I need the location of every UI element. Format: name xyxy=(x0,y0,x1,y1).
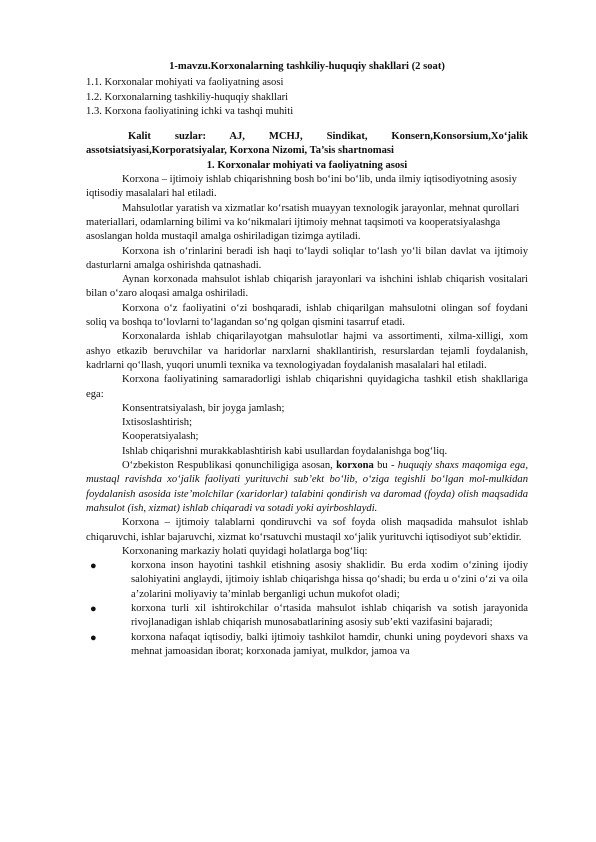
list-item: Kooperatsiyalash; xyxy=(122,431,199,443)
bullet-dot-icon: ● xyxy=(90,560,97,573)
paragraph: Aynan korxonada mahsulot ishlab chiqarish jarayonlari va ishchini ishlab chiqarish vositalari bilan o‘zaro aloqasi amalga oshiriladi. xyxy=(86,274,528,300)
paragraph: Korxona faoliyatining samaradorligi ishlab chiqarishni quyidagicha tashkil etish shakllariga ega: xyxy=(86,374,528,400)
bullet-text: korxona inson hayotini tashkil etishning asosiy shaklidir. Bu erda xodim o‘zining ijodiy salohiyatini anglaydi, ijtimoiy ishlab chiqarishga hissa qo‘shadi; bu erda u o‘zini o‘zi va oila a’zolarini moliyaviy ta’minlab berganligi uchun mukofot oladi; xyxy=(131,560,528,600)
bullet-dot-icon: ● xyxy=(90,631,97,644)
paragraph: Korxona o‘z faoliyatini o‘zi boshqaradi, ishlab chiqarilgan mahsulotni olingan sof foydani soliq va boshqa to‘lovlarni to‘lagandan so‘ng qolgan qismini tasarruf etadi. xyxy=(86,302,528,329)
law-dash: bu - xyxy=(373,460,398,472)
bullet-text: korxona nafaqat iqtisodiy, balki ijtimoiy tashkilot hamdir, chunki uning poydevori shaxs va mehnat jamoasidan iborat; korxonada jamiyat, mulkdor, jamoa va xyxy=(131,631,528,657)
outline-item: 1.2. Korxonalarning tashkiliy-huquqiy shakllari xyxy=(86,91,289,103)
paragraph: Korxona – ijtimoiy talablarni qondiruvchi va sof foyda olish maqsadida mahsulot ishlab chiqaruvchi, ishlar bajaruvchi, xizmat ko‘rsatuvchi mustaqil xo‘jalik yurituvchi iqtisodiyot sub’ektidir. xyxy=(86,517,528,543)
spacer xyxy=(86,119,528,130)
bullet-item xyxy=(86,602,528,631)
page-title: 1-mavzu.Korxonalarning tashkiliy-huquqiy shakllari (2 soat) xyxy=(169,61,445,72)
list-item: Ishlab chiqarishni murakkablashtirish kabi usullardan foydalanishga bog‘liq. xyxy=(122,445,448,457)
paragraph: Korxonalarda ishlab chiqarilayotgan mahsulotlar hajmi va assortimenti, xilma-xilligi, xom ashyo etkazib beruvchilar va haridorlar narxlarni shakllantirish, resurslardan tejamli foydalanish, kadrlarni qo‘llash, yuqori unumli texnika va texnologiyadan foydalanish masalalari hal etiladi. xyxy=(86,331,528,371)
law-lead: O‘zbekiston Respublikasi qonunchiligiga asosan, xyxy=(122,460,333,472)
document-page xyxy=(86,60,528,659)
outline-item: 1.1. Korxonalar mohiyati va faoliyatning asosi xyxy=(86,77,284,89)
bullet-list xyxy=(86,559,528,659)
outline-list xyxy=(86,76,528,119)
list-item: Ixtisoslashtirish; xyxy=(122,417,193,429)
paragraph: Korxonaning markaziy holati quyidagi holatlarga bog‘liq: xyxy=(122,545,368,557)
bullet-dot-icon: ● xyxy=(90,602,97,615)
law-definition: huquqiy shaxs maqomiga ega, mustaql ravishda xo‘jalik faoliyati yurituvchi sub’ekt bo‘lib, o‘ziga tegishli bo‘lgan mol-mulkidan foydalanish asosida iste’molchilar (xaridorlar) talabini qondirish va daromad (foyda) olish maqsadida mahsulot (ish, xizmat) ishlab chiqaradi va sotadi yoki ayirboshlaydi. xyxy=(86,460,528,514)
list-item: Konsentratsiyalash, bir joyga jamlash; xyxy=(122,402,285,414)
bullet-text: korxona turli xil ishtirokchilar o‘rtasida mahsulot ishlab chiqarish va sotish jarayonida rivojlanadigan ishlab chiqarish munosabatlarining asosiy sub’ekti vazifasini bajaradi; xyxy=(131,602,528,629)
keywords-line: Kalit suzlar: AJ, MCHJ, Sindikat, Konsern,Konsorsium,Xo‘jalik assotsiatsiyasi,Korporatsiyalar, Korxona Nizomi, Ta’sis shartnomasi xyxy=(86,131,528,157)
bullet-item xyxy=(86,559,528,602)
bullet-item xyxy=(86,631,528,660)
law-definition-paragraph xyxy=(86,459,528,516)
paragraph: Korxona – ijtimoiy ishlab chiqarishning bosh bo‘ini bo‘lib, unda ilmiy iqtisodiyotning asosiy iqtisodiy masalalari hal etiladi. xyxy=(86,174,517,200)
forms-list xyxy=(86,402,528,459)
paragraph: Mahsulotlar yaratish va xizmatlar ko‘rsatish muayyan texnologik jarayonlar, mehnat qurollari materiallari, odamlarning bilimi va ko‘nikmalari ijtimoiy mehnat taqsimoti va kooperatsiyalashga asoslangan holda mustaqil amalga oshiriladigan tizimga aytiladi. xyxy=(86,202,520,243)
section-heading: 1. Korxonalar mohiyati va faoliyatning asosi xyxy=(206,159,408,171)
outline-item: 1.3. Korxona faoliyatining ichki va tashqi muhiti xyxy=(86,105,294,117)
law-term: korxona xyxy=(336,460,374,472)
paragraph: Korxona ish o‘rinlarini beradi ish haqi to‘laydi soliqlar to‘lash yo‘li bilan davlat va ijtimoiy dasturlarni amalga oshirishda qatnashadi. xyxy=(86,245,528,271)
